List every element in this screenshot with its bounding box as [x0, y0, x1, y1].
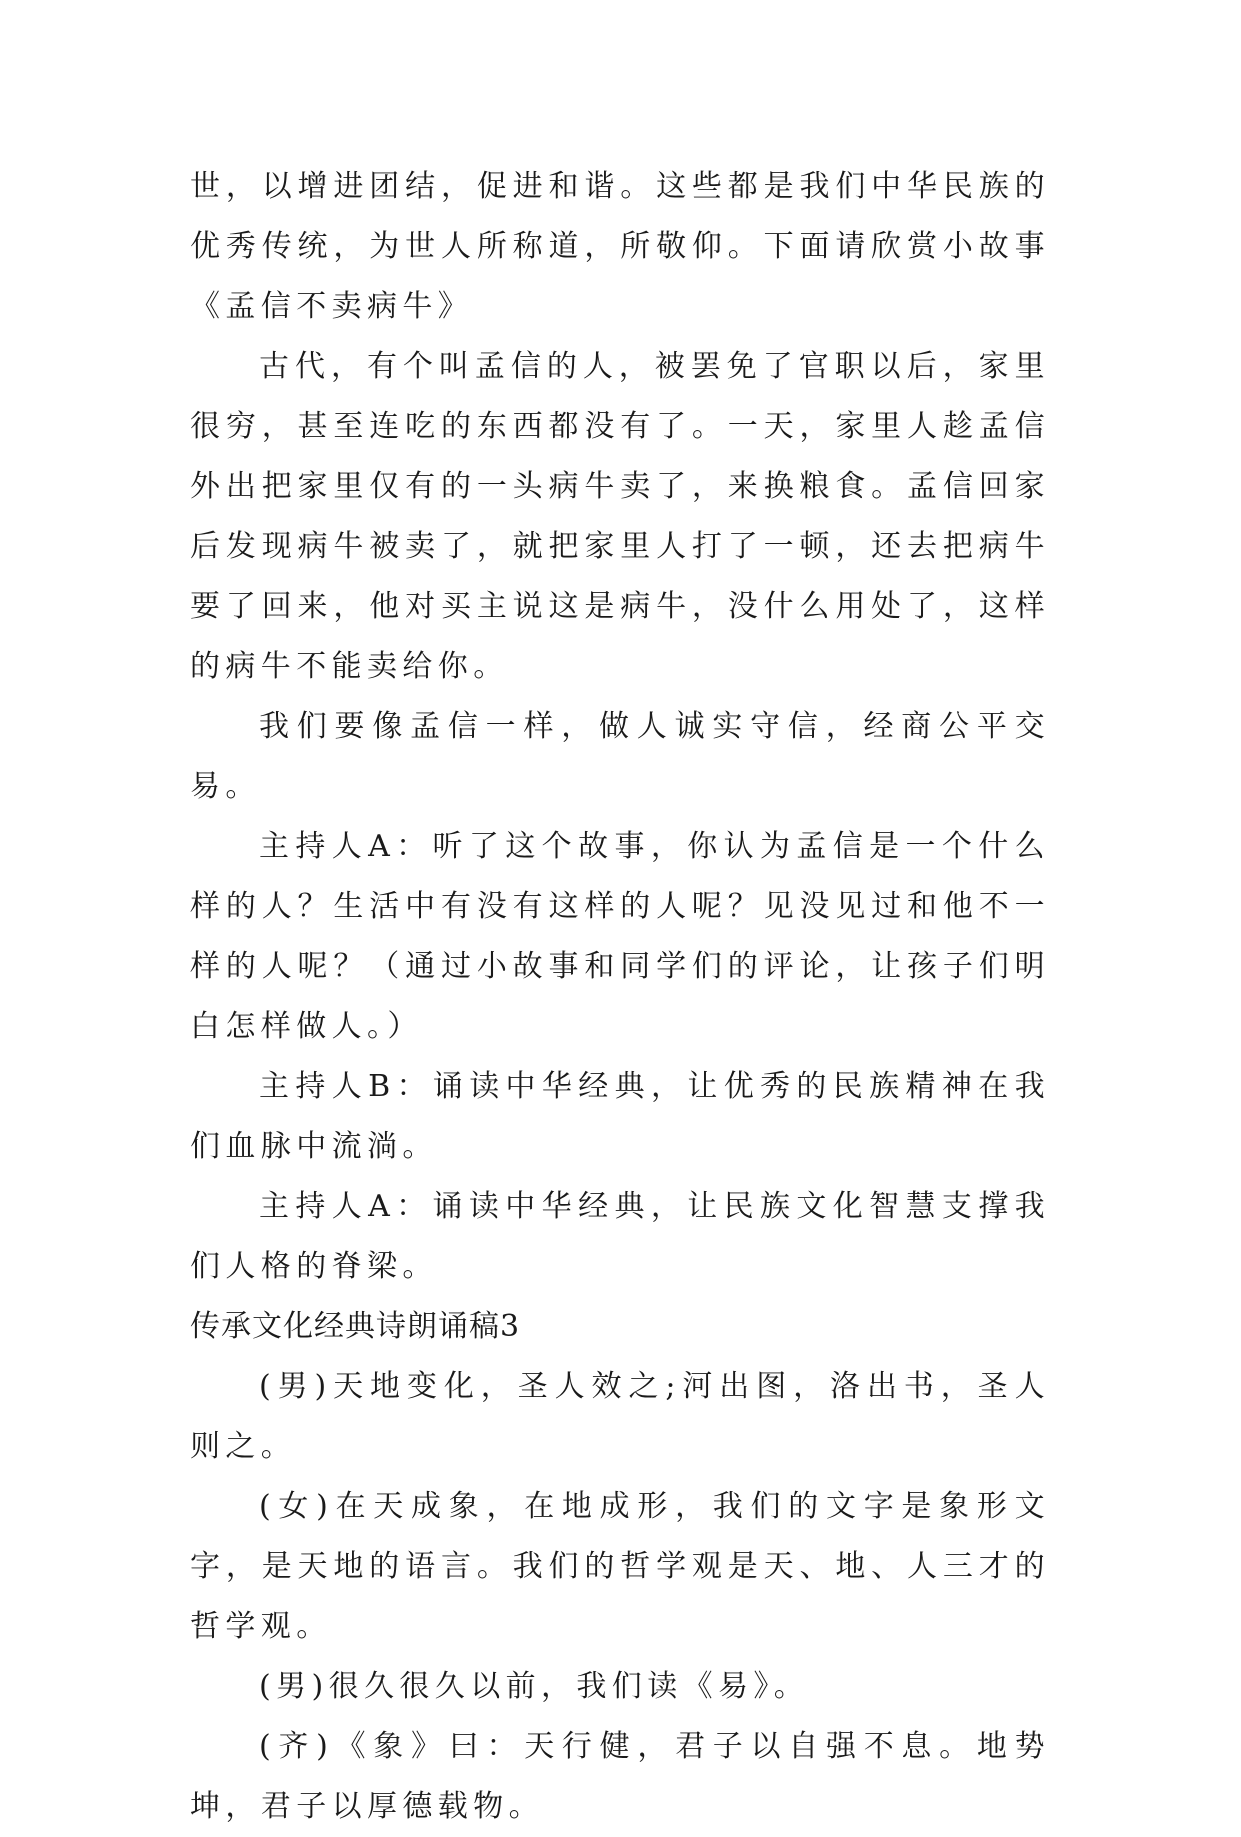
paragraph-host-b: 主持人B：诵读中华经典，让优秀的民族精神在我们血脉中流淌。 [190, 1069, 1050, 1164]
paragraph-story: 古代，有个叫孟信的人，被罢免了官职以后，家里很穷，甚至连吃的东西都没有了。一天，家里人趁孟信外出把家里仅有的一头病牛卖了，来换粮食。孟信回家后发现病牛被卖了，就把家里人打了一顿，还去把病牛要了回来，他对买主说这是病牛，没什么用处了，这样的病牛不能卖给你。 [190, 349, 1050, 684]
document-body [190, 157, 1050, 1837]
paragraph-male-2: (男)很久很久以前，我们读《易》。 [259, 1669, 810, 1704]
section-heading: 传承文化经典诗朗诵稿3 [190, 1309, 521, 1344]
paragraph-moral: 我们要像孟信一样，做人诚实守信，经商公平交易。 [190, 709, 1050, 804]
paragraph-together: (齐)《象》曰：天行健，君子以自强不息。地势坤，君子以厚德载物。 [190, 1729, 1050, 1824]
paragraph-host-a-question: 主持人A：听了这个故事，你认为孟信是一个什么样的人？生活中有没有这样的人呢？见没见过和他不一样的人呢？（通过小故事和同学们的评论，让孩子们明白怎样做人。） [190, 829, 1050, 1044]
paragraph-continuation: 世，以增进团结，促进和谐。这些都是我们中华民族的优秀传统，为世人所称道，所敬仰。下面请欣赏小故事《孟信不卖病牛》 [190, 169, 1050, 324]
paragraph-male-1: (男)天地变化，圣人效之;河出图，洛出书，圣人则之。 [190, 1369, 1050, 1464]
paragraph-host-a-closing: 主持人A：诵读中华经典，让民族文化智慧支撑我们人格的脊梁。 [190, 1189, 1050, 1284]
paragraph-female: (女)在天成象，在地成形，我们的文字是象形文字，是天地的语言。我们的哲学观是天、地、人三才的哲学观。 [190, 1489, 1050, 1644]
